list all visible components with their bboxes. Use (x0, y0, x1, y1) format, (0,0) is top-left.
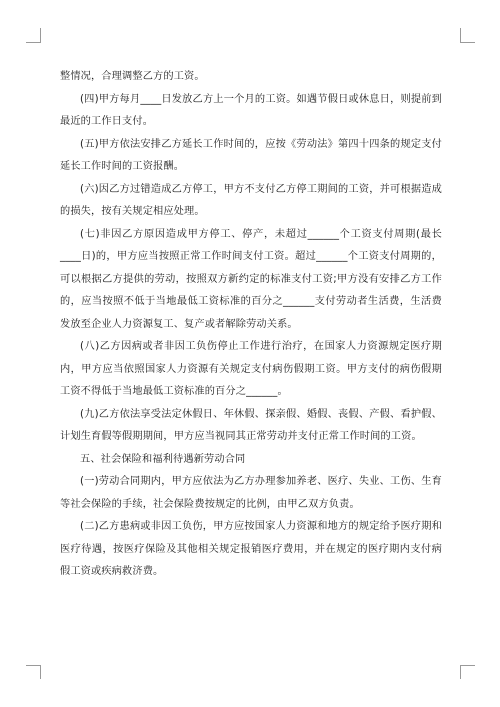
crop-mark-top-right-h (460, 42, 475, 43)
crop-mark-top-left-h (26, 42, 41, 43)
paragraph-clause-6: (六)因乙方过错造成乙方停工，甲方不支付乙方停工期间的工资，并可根据造成的损失，按有关规定相应处理。 (60, 183, 442, 217)
document-body (60, 66, 442, 584)
paragraph-insurance-1: (一)劳动合同期内，甲方应依法为乙方办理参加养老、医疗、失业、工伤、生育等社会保险的手续，社会保险费按规定的比例，由甲乙双方负责。 (60, 476, 442, 510)
crop-mark-top-right (460, 28, 461, 42)
crop-mark-top-left (40, 28, 41, 42)
paragraph-continuation: 整情况，合理调整乙方的工资。 (60, 71, 205, 82)
paragraph-clause-7: (七)非因乙方原因造成甲方停工、停产，未超过______个工资支付周期(最长____日)的，甲方应当按照正常工作时间支付工资。超过______个工资支付周期的，可以根据乙方提供的劳动，按照双方新约定的标准支付工资;甲方没有安排乙方工作的，应当按照不低于当地最低工资标准的百分之______支付劳动者生活费，生活费发放至企业人力资源复工、复产或者解除劳动关系。 (60, 228, 442, 330)
crop-mark-bottom-left-h (26, 665, 41, 666)
paragraph-clause-9: (九)乙方依法享受法定休假日、年休假、探亲假、婚假、丧假、产假、看护假、计划生育假等假期期间，甲方应当视同其正常劳动并支付正常工作时间的工资。 (60, 408, 442, 442)
crop-mark-bottom-right-h (460, 665, 475, 666)
crop-mark-bottom-right (460, 665, 461, 679)
section-heading-social-insurance: 五、社会保险和福利待遇新劳动合同 (80, 453, 246, 465)
paragraph-clause-8: (八)乙方因病或者非因工负伤停止工作进行治疗，在国家人力资源规定医疗期内，甲方应当依照国家人力资源有关规定支付病伤假期工资。甲方支付的病伤假期工资不得低于当地最低工资标准的百分之______。 (60, 341, 442, 397)
paragraph-clause-4: (四)甲方每月____日发放乙方上一个月的工资。如遇节假日或休息日，则提前到最近的工作日支付。 (60, 93, 442, 127)
crop-mark-bottom-left (40, 665, 41, 679)
paragraph-clause-5: (五)甲方依法安排乙方延长工作时间的，应按《劳动法》第四十四条的规定支付延长工作时间的工资报酬。 (60, 138, 442, 172)
paragraph-insurance-2: (二)乙方患病或非因工负伤，甲方应按国家人力资源和地方的规定给予医疗期和医疗待遇，按医疗保险及其他相关规定报销医疗费用，并在规定的医疗期内支付病假工资或疾病救济费。 (60, 521, 442, 577)
